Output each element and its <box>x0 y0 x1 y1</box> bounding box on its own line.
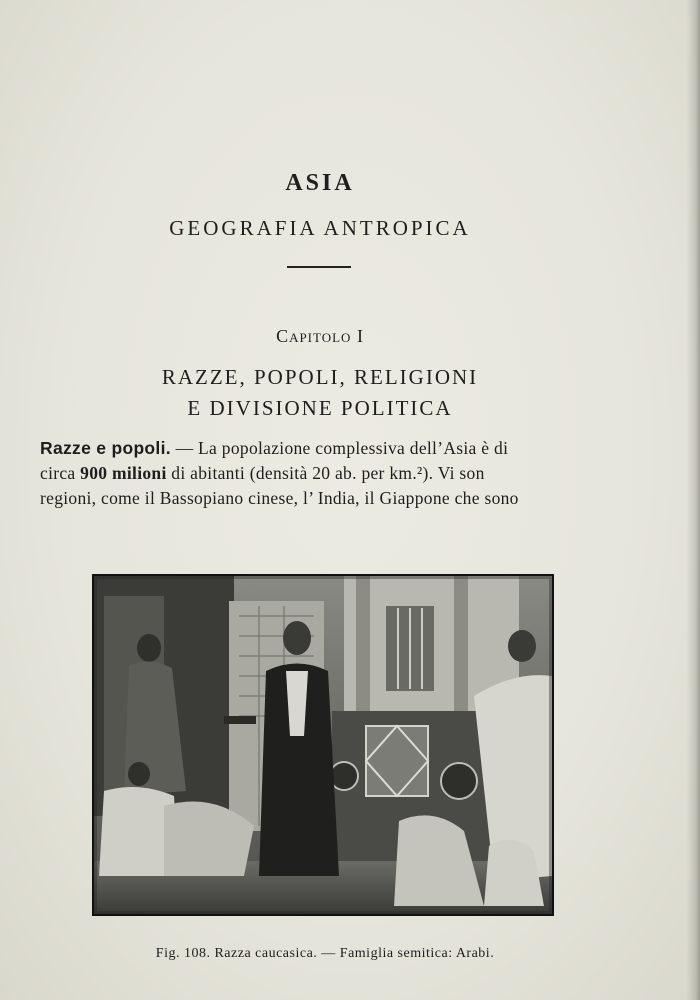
man-center-head <box>283 621 311 655</box>
figure-photograph <box>92 574 554 916</box>
page-title: ASIA <box>285 170 355 196</box>
paragraph-line-2-bold: 900 milioni <box>80 463 167 483</box>
chapter-title <box>0 362 640 424</box>
paragraph-line-3: regioni, come il Bassopiano cinese, l’ India, il Giappone che sono <box>40 488 519 508</box>
column-right <box>454 576 468 716</box>
chapter-title-line-2: E DIVISIONE POLITICA <box>187 396 453 420</box>
held-tray <box>224 716 256 724</box>
man-right-head <box>508 630 536 662</box>
page-edge-shadow <box>686 0 700 1000</box>
figure-caption: Fig. 108. Razza caucasica. — Famiglia semitica: Arabi. <box>155 946 495 961</box>
paragraph-line-1 <box>40 436 608 461</box>
man-left-head <box>137 634 161 662</box>
title-divider <box>287 266 351 268</box>
cabinet-arch-right <box>441 763 477 799</box>
cabinet-panel <box>366 726 428 796</box>
paragraph-line-2 <box>40 461 608 486</box>
paragraph-line-2-pre: circa <box>40 463 81 483</box>
cabinet-arch-left <box>330 762 358 790</box>
seated-figure-1-head <box>128 762 150 786</box>
paragraph-line-2-post: di abitanti (densità 20 ab. per km.²). Vi son <box>166 463 485 483</box>
column-left <box>356 576 370 716</box>
paragraph-lead: Razze e popoli. <box>40 438 171 458</box>
paragraph-line-1-rest: — La popolazione complessiva dell’Asia è di <box>170 438 509 458</box>
photo-scene <box>94 576 552 914</box>
body-paragraph <box>40 436 608 511</box>
chapter-title-line-1: RAZZE, POPOLI, RELIGIONI <box>161 365 479 389</box>
chapter-label <box>0 326 640 347</box>
chapter-label-text: Capitolo I <box>276 326 364 346</box>
page-subtitle: GEOGRAFIA ANTROPICA <box>169 216 471 240</box>
